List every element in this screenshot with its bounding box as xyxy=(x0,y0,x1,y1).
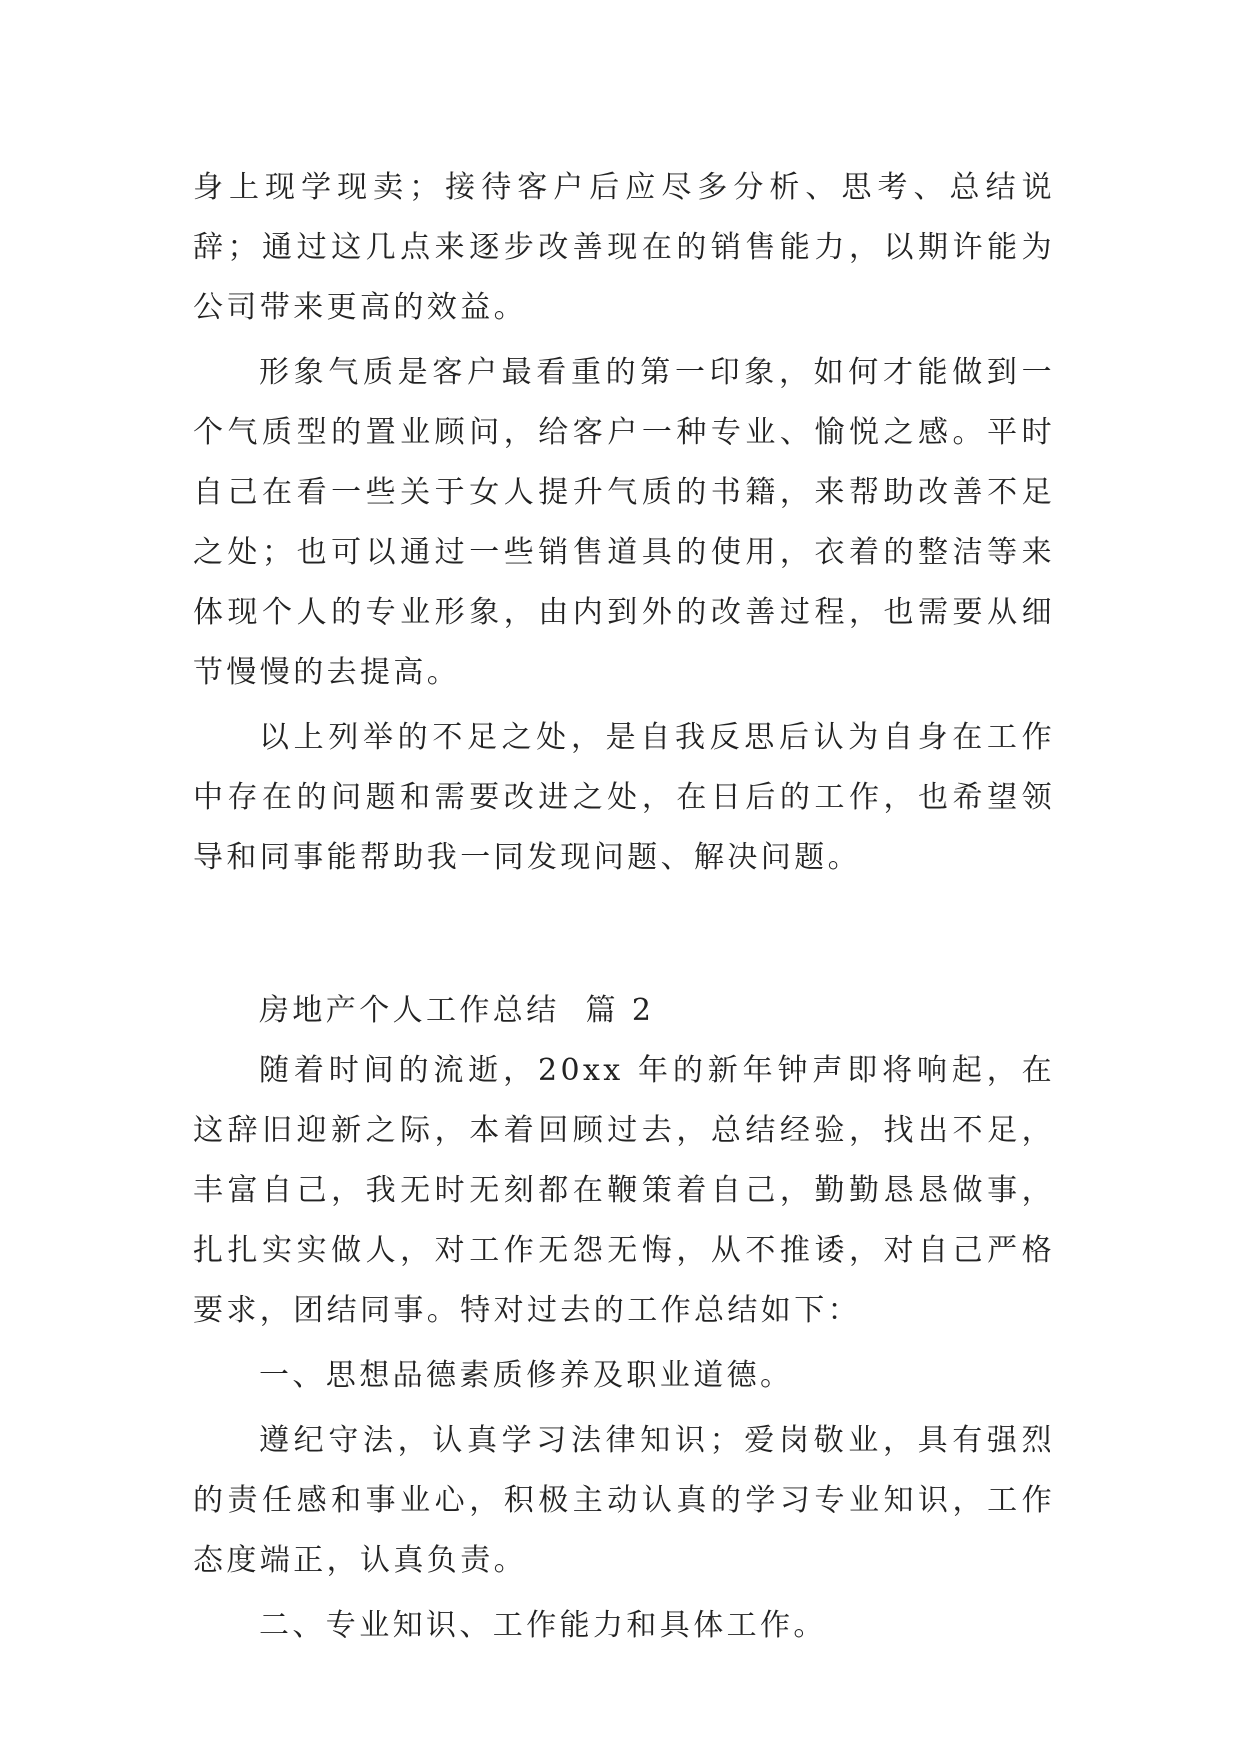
subheading-professional-knowledge: 二、专业知识、工作能力和具体工作。 xyxy=(259,1608,827,1643)
section-heading xyxy=(193,981,1055,1041)
section-heading-title: 房地产个人工作总结 xyxy=(259,993,560,1028)
paragraph-ethics: 遵纪守法，认真学习法律知识；爱岗敬业，具有强烈的责任感和事业心，积极主动认真的学习专业知识，工作态度端正，认真负责。 xyxy=(193,1423,1055,1578)
paragraph-image-temperament: 形象气质是客户最看重的第一印象，如何才能做到一个气质型的置业顾问，给客户一种专业、愉悦之感。平时自己在看一些关于女人提升气质的书籍，来帮助改善不足之处；也可以通过一些销售道具的使用，衣着的整洁等来体现个人的专业形象，由内到外的改善过程，也需要从细节慢慢的去提高。 xyxy=(193,355,1055,690)
paragraph-continuation: 身上现学现卖；接待客户后应尽多分析、思考、总结说辞；通过这几点来逐步改善现在的销售能力，以期许能为公司带来更高的效益。 xyxy=(193,170,1055,325)
paragraph-intro: 随着时间的流逝，20xx 年的新年钟声即将响起，在这辞旧迎新之际，本着回顾过去，总结经验，找出不足，丰富自己，我无时无刻都在鞭策着自己，勤勤恳恳做事，扎扎实实做人，对工作无怨无悔，从不推诿，对自己严格要求，团结同事。特对过去的工作总结如下： xyxy=(193,1053,1055,1328)
section-heading-part: 篇 2 xyxy=(585,993,655,1028)
document-body xyxy=(193,158,1055,1661)
subheading-ethics: 一、思想品德素质修养及职业道德。 xyxy=(259,1358,794,1393)
paragraph-shortcomings-summary: 以上列举的不足之处，是自我反思后认为自身在工作中存在的问题和需要改进之处，在日后的工作，也希望领导和同事能帮助我一同发现问题、解决问题。 xyxy=(193,720,1055,875)
